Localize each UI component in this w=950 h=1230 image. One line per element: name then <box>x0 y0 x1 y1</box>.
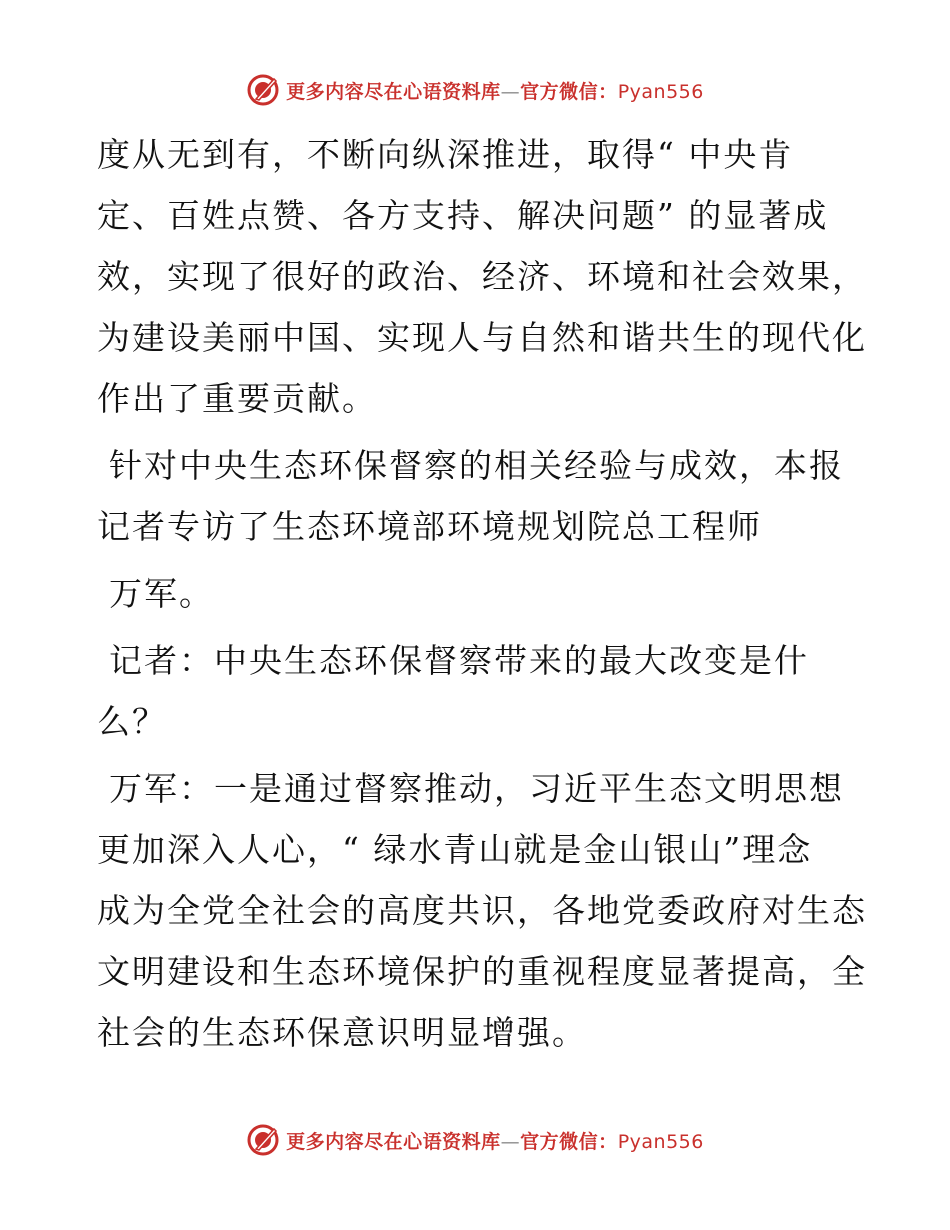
banner-text <box>286 77 704 104</box>
text-line: 针对中央生态环保督察的相关经验与成效，本报 <box>109 446 844 485</box>
text-line: 记者专访了生态环境部环境规划院总工程师 <box>97 507 762 546</box>
text-line: 社会的生态环保意识明显增强。 <box>97 1013 587 1052</box>
banner-prefix: 更多内容尽在心语资料库 <box>286 80 501 103</box>
paragraph-5 <box>97 758 867 1063</box>
header-banner <box>0 70 950 110</box>
footer-banner <box>0 1120 950 1160</box>
paragraph-4 <box>97 630 857 752</box>
text-line: 度从无到有，不断向纵深推进，取得“ 中央肯 <box>97 135 794 174</box>
text-line: 效，实现了很好的政治、经济、环境和社会效果， <box>97 257 867 296</box>
text-line: 作出了重要贡献。 <box>97 379 377 418</box>
text-line: 万军。 <box>109 574 214 613</box>
text-line: 万军：一是通过督察推动，习近平生态文明思想 <box>109 769 844 808</box>
text-line: 成为全党全社会的高度共识，各地党委政府对生态 <box>97 891 867 930</box>
text-line: 定、百姓点赞、各方支持、解决问题” 的显著成 <box>97 196 829 235</box>
quill-logo-icon <box>246 1123 280 1157</box>
banner-dash: — <box>500 80 521 103</box>
banner-dash: — <box>500 1130 521 1153</box>
paragraph-1 <box>97 124 867 429</box>
banner-wechat-id: Pyan556 <box>617 1130 704 1153</box>
banner-official: 官方微信： <box>520 1130 618 1153</box>
quill-logo-icon <box>246 73 280 107</box>
text-line: 文明建设和生态环境保护的重视程度显著提高，全 <box>97 952 867 991</box>
text-line: 记者：中央生态环保督察带来的最大改变是什 <box>109 641 809 680</box>
document-body <box>97 124 867 1069</box>
text-line: 么？ <box>97 702 167 741</box>
banner-official: 官方微信： <box>520 80 618 103</box>
paragraph-2 <box>97 435 857 557</box>
paragraph-3 <box>97 563 857 624</box>
text-line: 更加深入人心，“ 绿水青山就是金山银山”理念 <box>97 830 813 869</box>
text-line: 为建设美丽中国、实现人与自然和谐共生的现代化 <box>97 318 867 357</box>
banner-prefix: 更多内容尽在心语资料库 <box>286 1130 501 1153</box>
banner-text <box>286 1127 704 1154</box>
banner-wechat-id: Pyan556 <box>617 80 704 103</box>
